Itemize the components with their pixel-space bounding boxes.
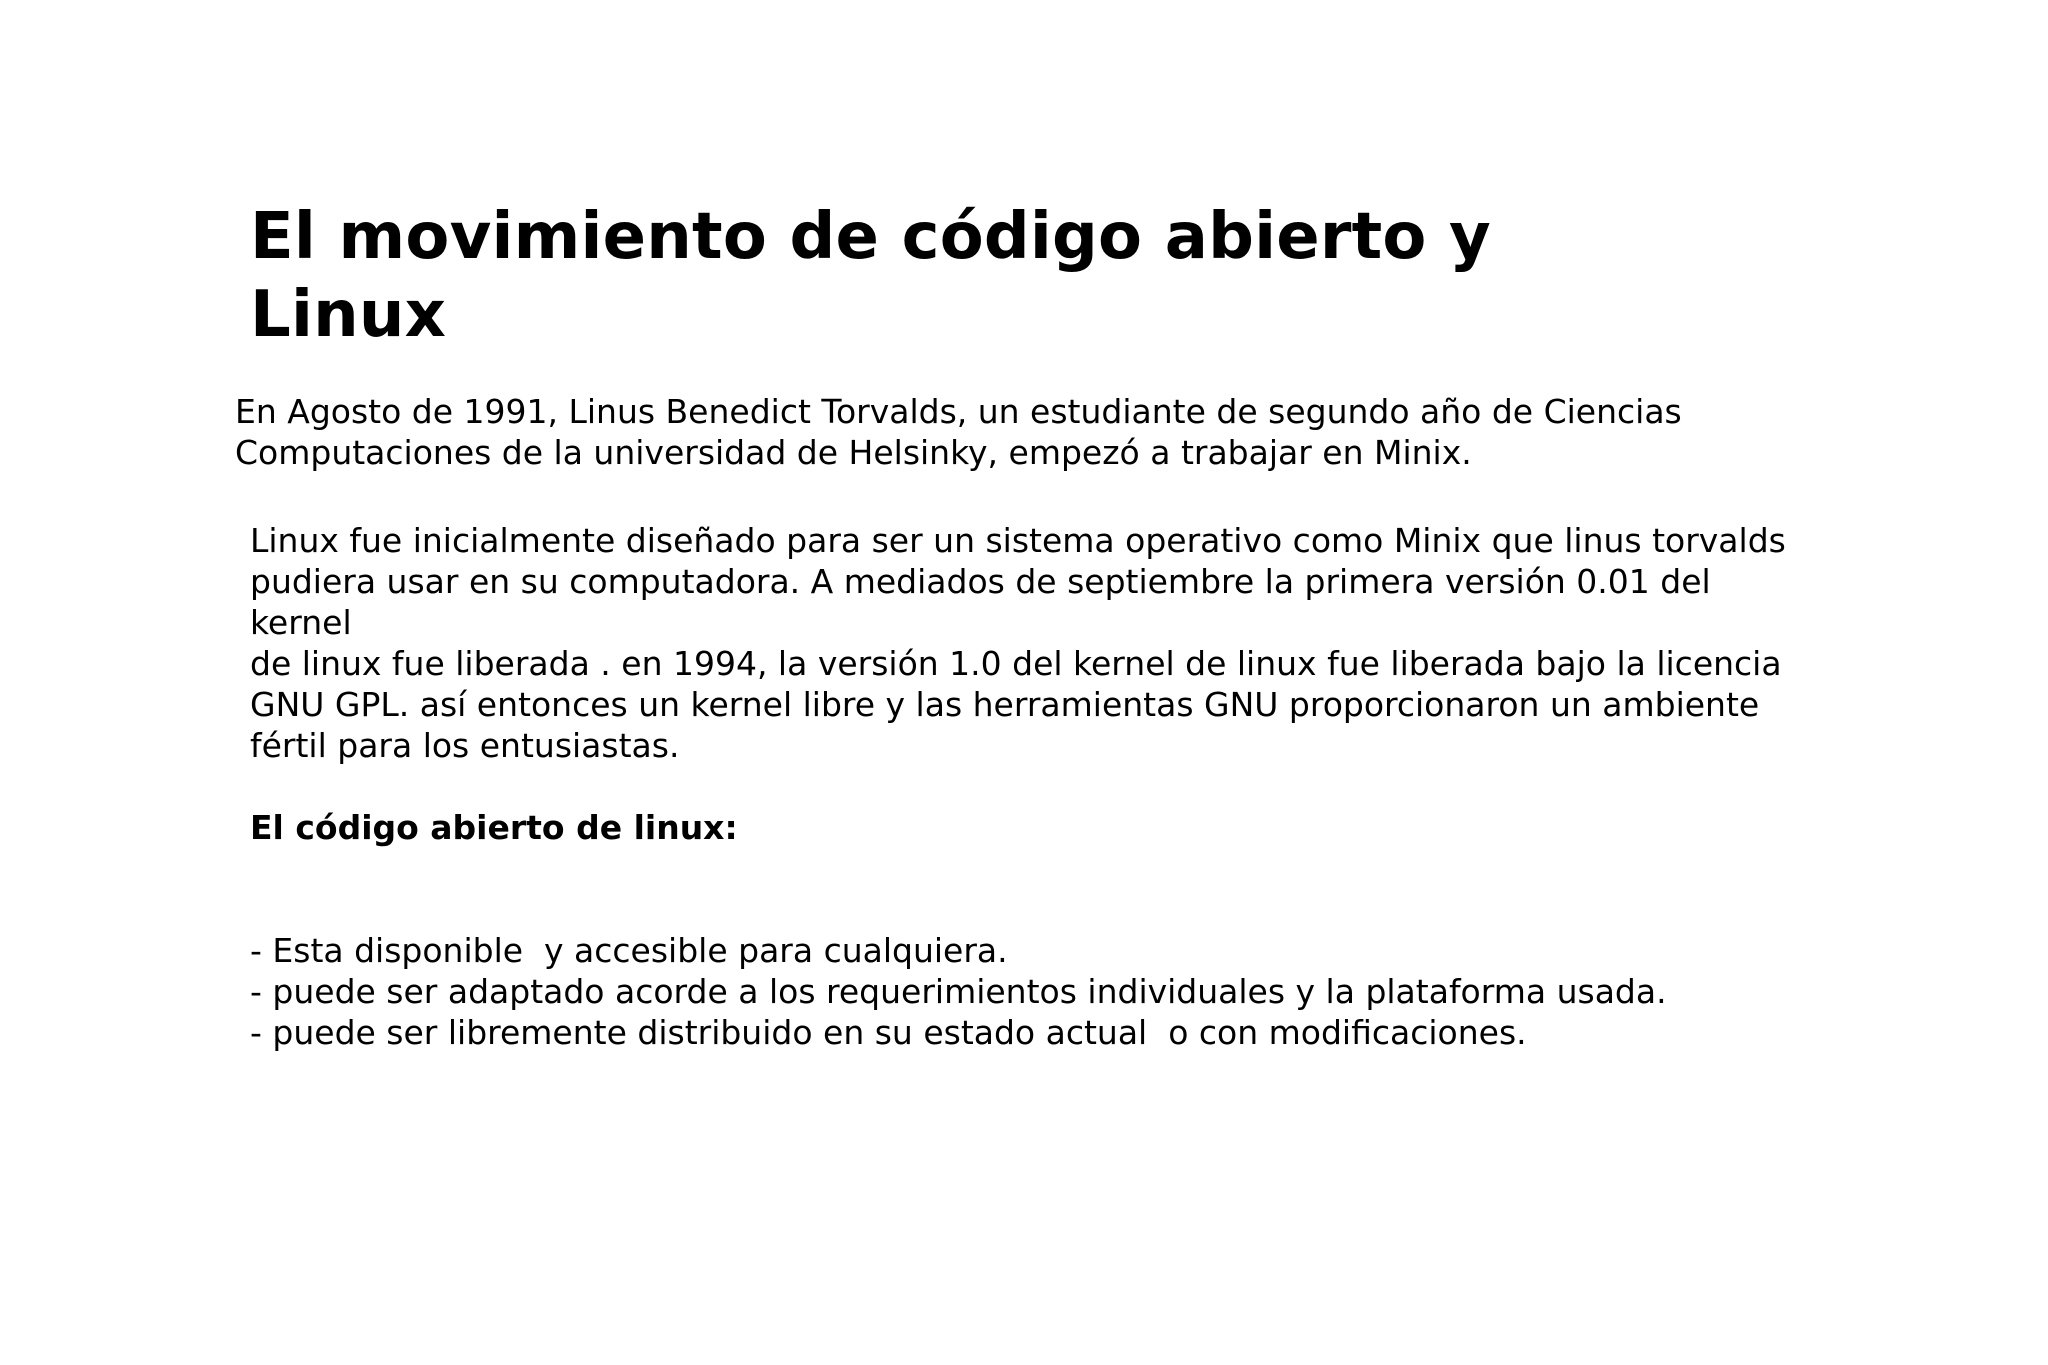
feature-list-item: - Esta disponible y accesible para cualquiera. — [250, 931, 1008, 970]
feature-list-item: - puede ser libremente distribuido en su estado actual o con modificaciones. — [250, 1013, 1527, 1052]
section-subheading: El código abierto de linux: — [250, 808, 738, 847]
slide-title — [250, 198, 1500, 354]
intro-paragraph: En Agosto de 1991, Linus Benedict Torvalds, un estudiante de segundo año de Ciencias Computaciones de la universidad de Helsinky, empezó a trabajar en Minix. — [235, 392, 1682, 472]
body-paragraph: Linux fue inicialmente diseñado para ser un sistema operativo como Minix que linus torvalds pudiera usar en su computadora. A mediados de septiembre la primera versión 0.01 del kernel de linux fue liberada . en 1994, la versión 1.0 del kernel de linux fue liberada bajo la licencia GNU GPL. así entonces un kernel libre y las herramientas GNU proporcionaron un ambiente fértil para los entusiastas. — [250, 521, 1786, 765]
slide-title-line-2: Linux — [250, 278, 447, 352]
feature-list-item: - puede ser adaptado acorde a los requerimientos individuales y la plataforma usada. — [250, 972, 1667, 1011]
feature-list — [250, 930, 1850, 1053]
slide-title-line-1: El movimiento de código abierto y — [250, 200, 1491, 274]
